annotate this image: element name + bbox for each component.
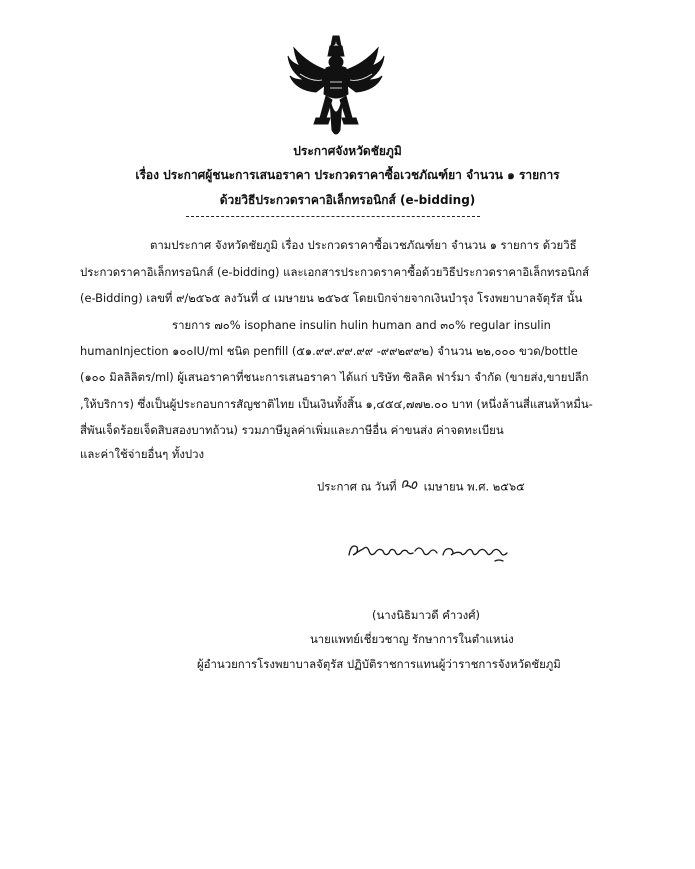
announce-date-suffix: เมษายน พ.ศ. ๒๕๖๕ <box>423 479 525 494</box>
body-line: ,ให้บริการ) ซึ่งเป็นผู้ประกอบการสัญชาติไทย เป็นเงินทั้งสิ้น ๑,๔๕๔,๗๗๒.๐๐ บาท (หนึ่งล้านสี่แสนห้าหมื่น- <box>80 397 593 411</box>
announce-date-prefix: ประกาศ ณ วันที่ <box>317 479 397 494</box>
body-line: humanInjection ๑๐๐IU/ml ชนิด penfill (๕๑.๙๙.๙๙.๙๙ -๙๙๒๙๙๒) จำนวน ๒๒,๐๐๐ ขวด/bottle <box>80 344 578 358</box>
document-subject: เรื่อง ประกาศผู้ชนะการเสนอราคา ประกวดราคาซื้อเวชภัณฑ์ยา จำนวน ๑ รายการ <box>135 168 560 182</box>
garuda-emblem-icon <box>286 34 386 138</box>
procurement-method: ด้วยวิธีประกวดราคาอิเล็กทรอนิกส์ (e-bidding) <box>219 193 476 207</box>
body-line: ประกวดราคาอิเล็กทรอนิกส์ (e-bidding) และเอกสารประกวดราคาซื้อด้วยวิธีประกวดราคาอิเล็กทรอนิกส์ <box>80 265 590 279</box>
signatory-office: ผู้อำนวยการโรงพยาบาลจัตุรัส ปฏิบัติราชการแทนผู้ว่าราชการจังหวัดชัยภูมิ <box>197 657 561 671</box>
document-title: ประกาศจังหวัดชัยภูมิ <box>293 144 402 158</box>
signatory-name: (นางนิธิมาวดี คำวงศ์) <box>372 608 480 622</box>
body-line: (e-Bidding) เลขที่ ๙/๒๕๖๕ ลงวันที่ ๔ เมษายน ๒๕๖๕ โดยเบิกจ่ายจากเงินบำรุง โรงพยาบาลจัตุรัส นั้น <box>80 291 583 305</box>
body-line: (๑๐๐ มิลลิลิตร/ml) ผู้เสนอราคาที่ชนะการเสนอราคา ได้แก่ บริษัท ซิลลิค ฟาร์มา จำกัด (ขายส่ง,ขายปลีก <box>80 370 589 384</box>
handwritten-signature <box>345 537 520 567</box>
title-divider <box>186 216 480 217</box>
signatory-position: นายแพทย์เชี่ยวชาญ รักษาการในตำแหน่ง <box>310 632 514 646</box>
body-line: และค่าใช้จ่ายอื่นๆ ทั้งปวง <box>80 447 205 461</box>
body-line: รายการ ๗๐% isophane insulin hulin human and ๓๐% regular insulin <box>172 318 551 332</box>
body-line: สี่พันเจ็ดร้อยเจ็ดสิบสองบาทถ้วน) รวมภาษีมูลค่าเพิ่มและภาษีอื่น ค่าขนส่ง ค่าจดทะเบียน <box>80 423 504 437</box>
handwritten-day <box>400 476 420 494</box>
announce-date <box>317 478 525 496</box>
body-line: ตามประกาศ จังหวัดชัยภูมิ เรื่อง ประกวดราคาซื้อเวชภัณฑ์ยา จำนวน ๑ รายการ ด้วยวิธี <box>150 238 577 252</box>
